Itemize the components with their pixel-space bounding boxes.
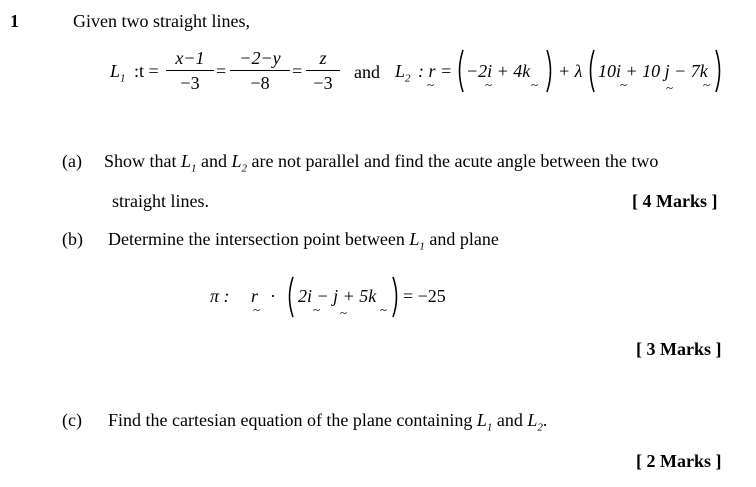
line1-ref: $L_1$ [409, 229, 425, 253]
vector-tilde-icon: ~ [380, 302, 388, 317]
line1-ref: $L_1$ [476, 410, 493, 434]
part-a-label: (a) [62, 151, 82, 171]
fraction-numerator: −2−y [239, 48, 281, 68]
line1-name: $L_1$ [110, 61, 126, 85]
dot-product: · [270, 286, 276, 306]
fraction-denominator: −8 [250, 73, 270, 93]
page: 1 Given two straight lines, $L_1$ :t = x−1 −3 = −2−y −8 = z −3 and $L_2$ : r = −2i + 4k + λ 10i + 10 j − 7k ~ ~ ~ ~ ~ ~ (a) Show that $L_1$ and $L_2$ are not parallel and find the acute angle between the two straight lines. [ 4 Marks ] (b) Determine the intersection point between $L_1$ and plane π : r · 2i − j + 5k = −25 ~ ~ ~ ~ [ 3 Marks ] (c) Find the cartesian equation of the plane containing $L_1$ and $L_2$. [ 2 Marks ] [0, 0, 756, 487]
line1-fraction-x [166, 48, 214, 93]
plane-normal-vector: 2i − j + 5k [298, 286, 377, 306]
part-c-label: (c) [62, 410, 82, 430]
vector-tilde-icon: ~ [620, 77, 628, 92]
right-paren-icon [545, 48, 555, 94]
fraction-numerator: x−1 [175, 48, 205, 68]
fraction-denominator: −3 [313, 73, 333, 93]
left-paren-icon [455, 48, 465, 94]
question-intro: Given two straight lines, [73, 11, 250, 31]
part-c-text: Find the cartesian equation of the plane containing $L_1$ and $L_2$. [108, 410, 548, 434]
connector-and: and [354, 62, 380, 82]
line1-param: :t = [134, 61, 159, 81]
part-b-label: (b) [62, 229, 83, 249]
vector-tilde-icon: ~ [703, 77, 711, 92]
part-a-text: Show that $L_1$ and $L_2$ are not parallel and find the acute angle between the two [104, 151, 659, 175]
vector-tilde-icon: ~ [531, 77, 539, 92]
fraction-denominator: −3 [180, 73, 200, 93]
vector-tilde-icon: ~ [427, 77, 435, 92]
question-number: 1 [10, 11, 19, 31]
vector-tilde-icon: ~ [485, 77, 493, 92]
vector-tilde-icon: ~ [666, 80, 674, 95]
line2-lambda: + λ [558, 61, 583, 81]
fraction-numerator: z [319, 48, 327, 68]
plane-name: π : [210, 286, 230, 306]
plane-rhs: = −25 [403, 286, 446, 306]
line2-ref: $L_2$ [231, 151, 248, 175]
part-b-marks: [ 3 Marks ] [636, 339, 722, 359]
vector-tilde-icon: ~ [253, 302, 261, 317]
line2-direction: 10i + 10 j − 7k [598, 61, 708, 81]
vector-tilde-icon: ~ [313, 302, 321, 317]
line2-lhs: : r = [418, 61, 453, 81]
left-paren-icon [586, 48, 596, 94]
right-paren-icon [714, 48, 724, 94]
line2-ref: $L_2$ [527, 410, 543, 434]
part-b-text: Determine the intersection point between $L_1$ and plane [108, 229, 499, 253]
line1-ref: $L_1$ [181, 151, 197, 175]
left-paren-icon [285, 275, 295, 319]
part-a-marks: [ 4 Marks ] [632, 191, 718, 211]
part-c-marks: [ 2 Marks ] [636, 451, 722, 471]
line1-fraction-y [230, 48, 290, 93]
plane-r: r [251, 286, 259, 306]
line2-point: −2i + 4k [466, 61, 531, 81]
right-paren-icon [391, 275, 401, 319]
part-a-text-line2: straight lines. [112, 191, 209, 211]
line1-fraction-z [306, 48, 340, 93]
vector-tilde-icon: ~ [340, 305, 348, 320]
line2-name: $L_2$ [395, 61, 411, 85]
